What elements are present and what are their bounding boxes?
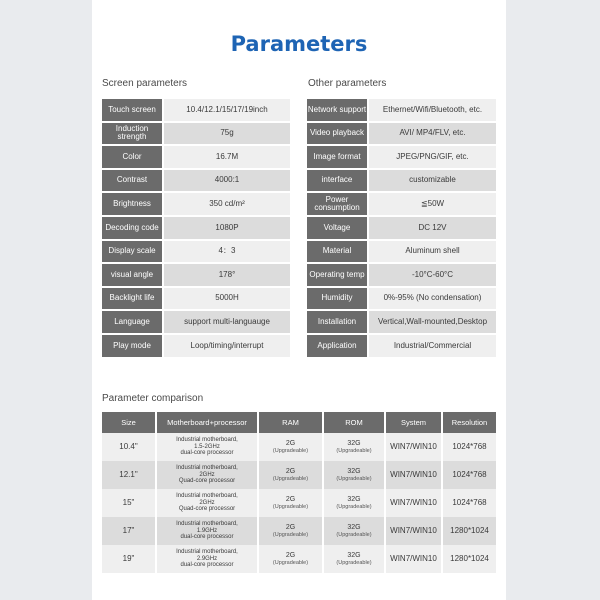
rom-cell (323, 545, 385, 573)
spec-key: Color (102, 146, 164, 168)
spec-key: Power consumption (307, 193, 369, 215)
resolution-cell: 1280*1024 (442, 517, 496, 545)
motherboard-line: dual-core processor (180, 450, 234, 457)
motherboard-line: Industrial motherboard, (176, 521, 238, 528)
comparison-row (102, 461, 496, 489)
spec-value: support multi-languauge (164, 311, 290, 333)
spec-value: AVI/ MP4/FLV, etc. (369, 123, 496, 145)
resolution-cell: 1024*768 (442, 489, 496, 517)
ram-cell (258, 489, 323, 517)
rom-note: (Upgradeable) (336, 559, 372, 566)
spec-value: Loop/timing/interrupt (164, 335, 290, 357)
rom-cell (323, 433, 385, 461)
spec-key: Installation (307, 311, 369, 333)
motherboard-line: 2GHz (199, 499, 215, 506)
system-cell: WIN7/WIN10 (385, 489, 442, 517)
spec-key: Play mode (102, 335, 164, 357)
spec-row (102, 146, 290, 168)
comparison-column-header: RAM (258, 412, 323, 433)
spec-row (102, 170, 290, 192)
spec-row (307, 264, 496, 286)
comparison-column-header: ROM (323, 412, 385, 433)
spec-key: Language (102, 311, 164, 333)
rom-cell (323, 489, 385, 517)
spec-key: visual angle (102, 264, 164, 286)
comparison-column-header: System (385, 412, 442, 433)
size-cell: 15" (102, 489, 156, 517)
spec-value: customizable (369, 170, 496, 192)
comparison-column-header: Resolution (442, 412, 496, 433)
spec-value: 1080P (164, 217, 290, 239)
comparison-column-header: Motherboard+processor (156, 412, 258, 433)
motherboard-cell (156, 545, 258, 573)
spec-row (102, 335, 290, 357)
spec-row (102, 99, 290, 121)
motherboard-cell (156, 489, 258, 517)
ram-value: 2G (285, 524, 296, 532)
motherboard-line: 1.9GHz (196, 527, 218, 534)
spec-value: Vertical,Wall-mounted,Desktop (369, 311, 496, 333)
spec-value: -10°C-60°C (369, 264, 496, 286)
motherboard-line: Industrial motherboard, (176, 465, 238, 472)
spec-value: ≦50W (369, 193, 496, 215)
spec-row (307, 123, 496, 145)
motherboard-line: Quad-core processor (178, 506, 236, 513)
ram-value: 2G (285, 468, 296, 476)
ram-cell (258, 433, 323, 461)
spec-row (307, 288, 496, 310)
rom-value: 32G (347, 468, 361, 476)
spec-value: 4000:1 (164, 170, 290, 192)
spec-key: Brightness (102, 193, 164, 215)
ram-note: (Upgradeable) (272, 531, 309, 538)
spec-key: Material (307, 241, 369, 263)
spec-value: JPEG/PNG/GIF, etc. (369, 146, 496, 168)
system-cell: WIN7/WIN10 (385, 545, 442, 573)
motherboard-cell (156, 461, 258, 489)
spec-key: Application (307, 335, 369, 357)
screen-parameters-table (102, 97, 290, 359)
size-cell: 19" (102, 545, 156, 573)
resolution-cell: 1024*768 (442, 433, 496, 461)
spec-row (307, 335, 496, 357)
motherboard-line: dual-core processor (180, 534, 234, 541)
spec-value: Ethernet/Wifi/Bluetooth, etc. (369, 99, 496, 121)
ram-value: 2G (285, 440, 296, 448)
motherboard-line: 2GHz (199, 471, 215, 478)
spec-row (307, 241, 496, 263)
spec-key: Network support (307, 99, 369, 121)
ram-cell (258, 517, 323, 545)
rom-note: (Upgradeable) (336, 503, 372, 510)
spec-key: Backlight life (102, 288, 164, 310)
spec-row (102, 264, 290, 286)
spec-key: Video playback (307, 123, 369, 145)
spec-row (102, 288, 290, 310)
parameters-page (92, 0, 506, 600)
size-cell: 12.1" (102, 461, 156, 489)
ram-cell (258, 461, 323, 489)
rom-note: (Upgradeable) (336, 531, 372, 538)
motherboard-line: Industrial motherboard, (176, 493, 238, 500)
spec-value: 10.4/12.1/15/17/19inch (164, 99, 290, 121)
spec-row (307, 311, 496, 333)
spec-key: Humidity (307, 288, 369, 310)
spec-row (102, 241, 290, 263)
spec-key: Touch screen (102, 99, 164, 121)
spec-row (307, 170, 496, 192)
page-title: Parameters (230, 32, 368, 56)
comparison-column-header: Size (102, 412, 156, 433)
other-parameters-table (307, 97, 496, 359)
ram-value: 2G (285, 496, 296, 504)
motherboard-cell (156, 433, 258, 461)
comparison-row (102, 545, 496, 573)
size-cell: 10.4" (102, 433, 156, 461)
ram-note: (Upgradeable) (272, 475, 309, 482)
other-parameters-heading: Other parameters (308, 78, 387, 89)
spec-value: 75g (164, 123, 290, 145)
spec-value: Industrial/Commercial (369, 335, 496, 357)
rom-value: 32G (347, 496, 361, 504)
spec-row (102, 193, 290, 215)
motherboard-cell (156, 517, 258, 545)
system-cell: WIN7/WIN10 (385, 517, 442, 545)
rom-note: (Upgradeable) (336, 447, 372, 454)
comparison-header-row (102, 412, 496, 433)
spec-key: Display scale (102, 241, 164, 263)
spec-row (102, 217, 290, 239)
ram-note: (Upgradeable) (272, 503, 309, 510)
ram-value: 2G (285, 552, 296, 560)
rom-note: (Upgradeable) (336, 475, 372, 482)
parameter-comparison-heading: Parameter comparison (102, 393, 204, 404)
rom-value: 32G (347, 552, 361, 560)
motherboard-line: 2.9GHz (196, 555, 218, 562)
spec-value: 4：3 (164, 241, 290, 263)
comparison-row (102, 489, 496, 517)
rom-cell (323, 461, 385, 489)
spec-row (307, 99, 496, 121)
resolution-cell: 1024*768 (442, 461, 496, 489)
spec-key: Image format (307, 146, 369, 168)
ram-note: (Upgradeable) (272, 559, 309, 566)
ram-cell (258, 545, 323, 573)
size-cell: 17" (102, 517, 156, 545)
spec-key: Decoding code (102, 217, 164, 239)
spec-value: Aluminum shell (369, 241, 496, 263)
spec-value: 5000H (164, 288, 290, 310)
spec-key: Contrast (102, 170, 164, 192)
spec-key: Operating temp (307, 264, 369, 286)
spec-row (307, 217, 496, 239)
comparison-row (102, 433, 496, 461)
spec-row (102, 311, 290, 333)
spec-value: 350 cd/m² (164, 193, 290, 215)
motherboard-line: Industrial motherboard, (176, 437, 238, 444)
spec-row (307, 146, 496, 168)
screen-parameters-heading: Screen parameters (102, 78, 188, 89)
comparison-row (102, 517, 496, 545)
spec-value: DC 12V (369, 217, 496, 239)
rom-value: 32G (347, 440, 361, 448)
ram-note: (Upgradeable) (272, 447, 309, 454)
rom-value: 32G (347, 524, 361, 532)
rom-cell (323, 517, 385, 545)
motherboard-line: 1.5-2GHz (194, 443, 220, 450)
spec-key: interface (307, 170, 369, 192)
motherboard-line: dual-core processor (180, 562, 234, 569)
spec-key: Induction strength (102, 123, 164, 145)
resolution-cell: 1280*1024 (442, 545, 496, 573)
spec-row (102, 123, 290, 145)
spec-key: Voltage (307, 217, 369, 239)
system-cell: WIN7/WIN10 (385, 433, 442, 461)
motherboard-line: Quad-core processor (178, 478, 236, 485)
spec-row (307, 193, 496, 215)
spec-value: 178° (164, 264, 290, 286)
spec-value: 0%-95% (No condensation) (369, 288, 496, 310)
system-cell: WIN7/WIN10 (385, 461, 442, 489)
spec-value: 16.7M (164, 146, 290, 168)
parameter-comparison-table (102, 412, 496, 573)
motherboard-line: Industrial motherboard, (176, 549, 238, 556)
